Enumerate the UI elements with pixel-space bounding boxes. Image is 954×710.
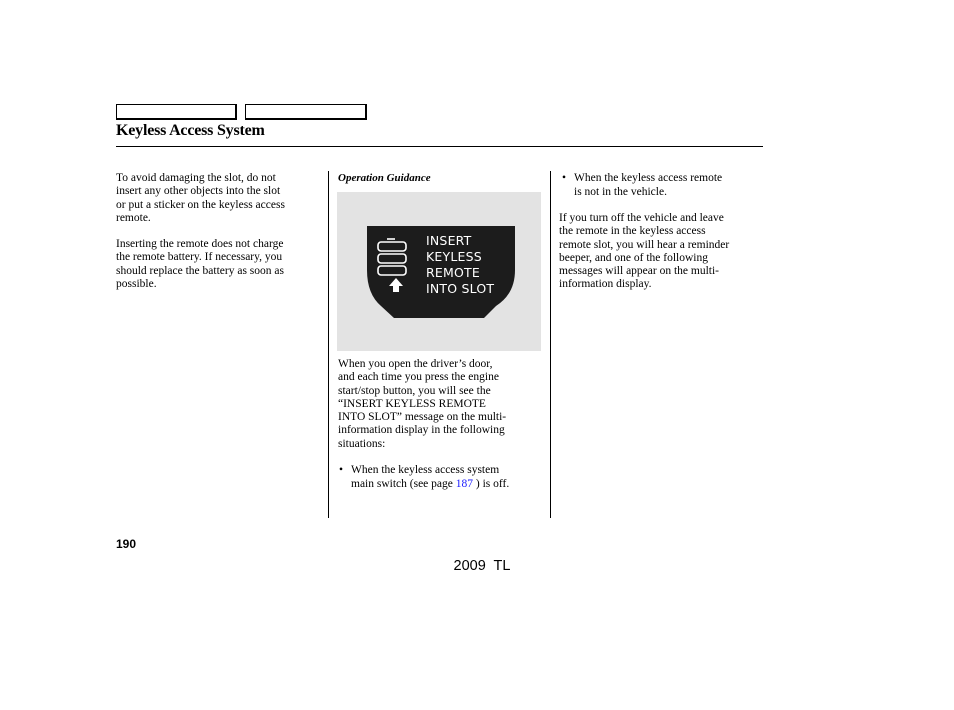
bullet-marker: • [562,172,567,184]
nav-tab-2[interactable] [245,104,367,120]
battery-charge-paragraph: Inserting the remote does not charge the remote battery. If necessary, you should replace the battery as soon as possible. [116,238,284,290]
operation-guidance-heading: Operation Guidance [338,172,431,184]
display-line-1: INSERT [426,233,472,248]
display-line-3: REMOTE [426,265,480,280]
display-line-2: KEYLESS [426,249,482,264]
page-title: Keyless Access System [116,122,265,139]
model-label: 2009 TL [453,558,511,574]
title-divider [116,146,763,147]
reminder-beeper-paragraph: If you turn off the vehicle and leave the remote in the keyless access remote slot, you will hear a reminder beeper, and one of the following messages will appear on the multi- information display. [559,212,730,291]
column-divider-1 [328,171,329,518]
remote-absent-bullet-text: When the keyless access remote is not in the vehicle. [574,172,723,198]
main-switch-bullet-text [339,464,544,491]
display-illustration [337,192,541,351]
page-number: 190 [116,537,137,551]
display-line-4: INTO SLOT [426,281,495,296]
bullet-text-start: When the keyless access system main switch (see page [351,464,500,490]
column-divider-2 [550,171,551,518]
page-reference-link[interactable]: 187 [455,477,473,490]
multi-information-display [337,192,541,351]
bullet-text-end: ) is off. [473,477,510,490]
nav-tab-1[interactable] [116,104,237,120]
remote-absent-bullet [562,172,762,199]
bullet-marker: • [339,464,344,476]
main-switch-bullet [339,464,544,491]
door-open-paragraph: When you open the driver’s door, and each time you press the engine start/stop button, you will see the “INSERT KEYLESS REMOTE INTO SLOT” message on the multi- information display in the following situations: [338,358,507,450]
slot-damage-paragraph: To avoid damaging the slot, do not insert any other objects into the slot or put a sticker on the keyless access remote. [116,172,285,224]
